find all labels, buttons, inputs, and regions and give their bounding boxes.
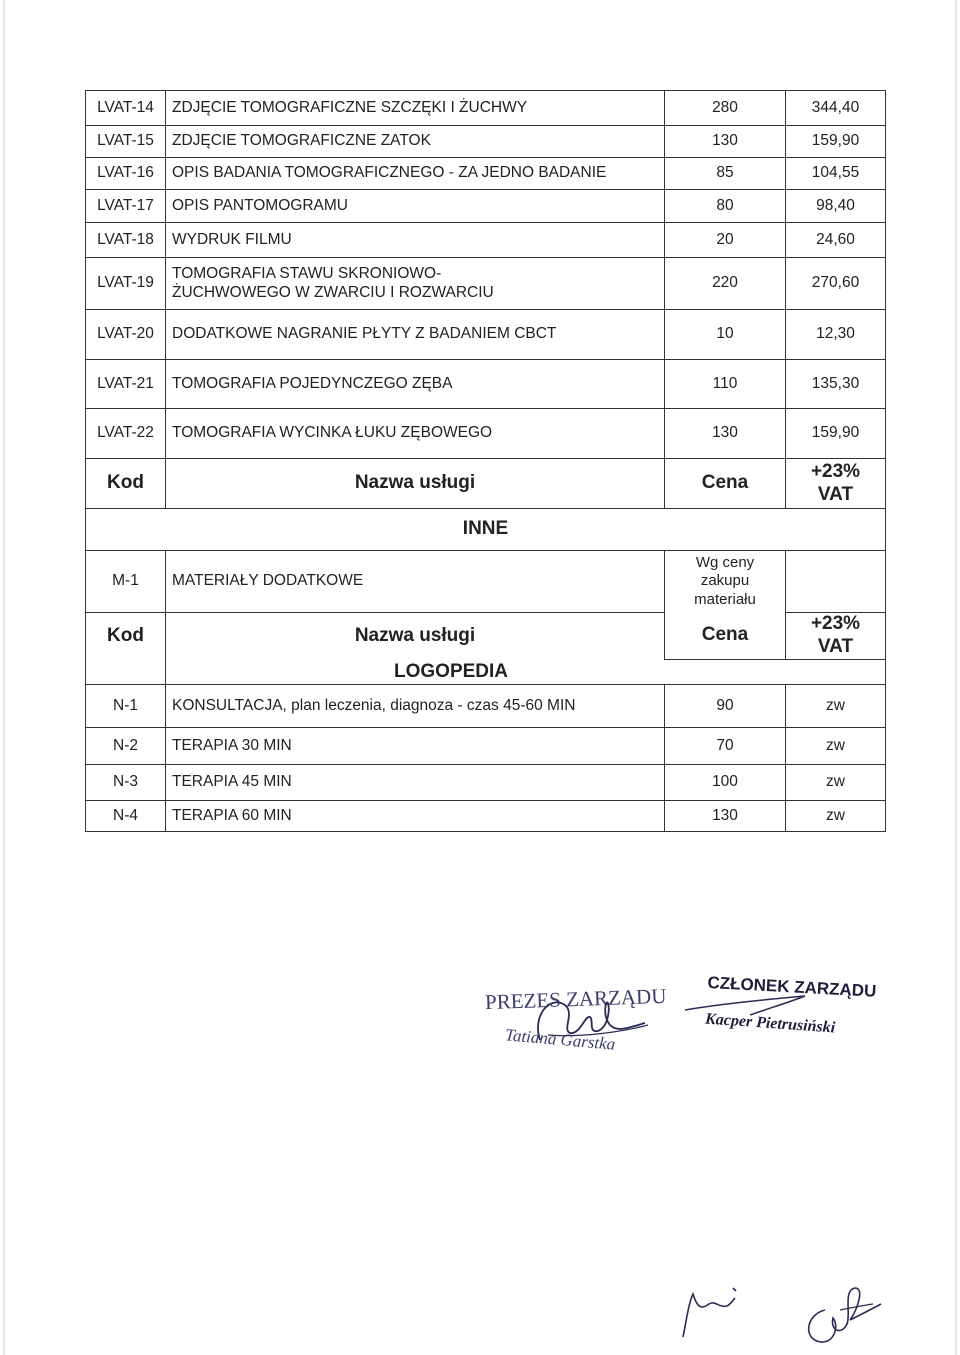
row-vat-price: 98,40 <box>786 190 886 223</box>
board-member-stamp-name: Kacper Pietrusiński <box>704 1010 836 1037</box>
initials-right <box>795 1280 885 1350</box>
row-name: OPIS PANTOMOGRAMU <box>166 190 665 223</box>
table-row <box>86 360 886 409</box>
row-price: 10 <box>665 310 786 360</box>
header-name: Nazwa usługi <box>166 613 665 660</box>
president-stamp-name: Tatiana Garstka <box>504 1025 617 1054</box>
price-note-line-2: zakupu <box>700 572 750 590</box>
table-header-row <box>86 613 886 660</box>
president-stamp <box>470 975 670 1065</box>
row-price: 130 <box>665 409 786 459</box>
row-name: TERAPIA 30 MIN <box>166 728 665 765</box>
row-code: LVAT-20 <box>86 310 166 360</box>
row-name: TOMOGRAFIA POJEDYNCZEGO ZĘBA <box>166 360 665 409</box>
row-code: LVAT-14 <box>86 91 166 126</box>
header-vat-percent: +23% <box>810 613 861 635</box>
row-vat-price: zw <box>786 728 886 765</box>
row-vat-price: zw <box>786 765 886 801</box>
board-member-signature <box>680 970 900 1060</box>
row-vat-price: 104,55 <box>786 158 886 190</box>
header-vat-percent: +23% <box>810 460 861 482</box>
row-code: M-1 <box>86 551 166 613</box>
row-name: ZDJĘCIE TOMOGRAFICZNE SZCZĘKI I ŻUCHWY <box>166 91 665 126</box>
header-name: Nazwa usługi <box>166 459 665 509</box>
table-row <box>86 728 886 765</box>
header-price: Cena <box>665 459 786 509</box>
row-vat-price: 24,60 <box>786 223 886 258</box>
table-header-row <box>86 459 886 509</box>
row-name: DODATKOWE NAGRANIE PŁYTY Z BADANIEM CBCT <box>166 310 665 360</box>
page-edge-left <box>3 0 5 1355</box>
row-name: KONSULTACJA, plan leczenia, diagnoza - czas 45-60 MIN <box>166 685 665 728</box>
table-row <box>86 310 886 360</box>
row-name: ZDJĘCIE TOMOGRAFICZNE ZATOK <box>166 126 665 158</box>
row-price: 70 <box>665 728 786 765</box>
row-name: TOMOGRAFIA STAWU SKRONIOWO-ŻUCHWOWEGO W ZWARCIU I ROZWARCIU <box>166 258 665 310</box>
row-code: LVAT-17 <box>86 190 166 223</box>
table-row <box>86 223 886 258</box>
price-note-line-1: Wg ceny <box>695 553 755 571</box>
row-price: 280 <box>665 91 786 126</box>
row-code: LVAT-22 <box>86 409 166 459</box>
initials-left <box>675 1282 745 1342</box>
row-price: 220 <box>665 258 786 310</box>
page-edge-right <box>955 0 957 1355</box>
row-price: 100 <box>665 765 786 801</box>
table-row <box>86 685 886 728</box>
table-row <box>86 765 886 801</box>
row-vat-price: 344,40 <box>786 91 886 126</box>
table-row <box>86 801 886 832</box>
row-name: MATERIAŁY DODATKOWE <box>166 551 665 613</box>
row-vat-price: zw <box>786 685 886 728</box>
section-title-logopedia: LOGOPEDIA <box>166 660 886 685</box>
price-list-table <box>85 90 886 832</box>
row-name: TERAPIA 45 MIN <box>166 765 665 801</box>
row-code: N-4 <box>86 801 166 832</box>
row-code: LVAT-18 <box>86 223 166 258</box>
row-vat-price: zw <box>786 801 886 832</box>
table-row <box>86 91 886 126</box>
table-row <box>86 258 886 310</box>
header-price: Cena <box>665 613 786 660</box>
row-code: N-2 <box>86 728 166 765</box>
row-code: N-3 <box>86 765 166 801</box>
row-code: N-1 <box>86 685 166 728</box>
table-row <box>86 126 886 158</box>
header-vat <box>786 613 886 660</box>
header-vat-label: VAT <box>817 483 854 505</box>
section-title-row <box>86 660 886 685</box>
row-price: 110 <box>665 360 786 409</box>
row-vat-price: 159,90 <box>786 409 886 459</box>
president-stamp-title: PREZES ZARZĄDU <box>484 983 667 1015</box>
header-vat-label: VAT <box>817 636 854 657</box>
section-title-row <box>86 509 886 551</box>
row-vat-price: 135,30 <box>786 360 886 409</box>
row-price: 130 <box>665 801 786 832</box>
row-vat-price: 270,60 <box>786 258 886 310</box>
row-price: 130 <box>665 126 786 158</box>
row-name: OPIS BADANIA TOMOGRAFICZNEGO - ZA JEDNO BADANIE <box>166 158 665 190</box>
board-member-stamp-title: CZŁONEK ZARZĄDU <box>707 973 877 1001</box>
row-price: 80 <box>665 190 786 223</box>
president-signature <box>470 975 670 1065</box>
section-spacer <box>86 660 166 685</box>
section-title-inne: INNE <box>86 509 886 551</box>
row-price: 85 <box>665 158 786 190</box>
header-code: Kod <box>86 613 166 660</box>
row-code: LVAT-16 <box>86 158 166 190</box>
row-name: WYDRUK FILMU <box>166 223 665 258</box>
header-vat <box>786 459 886 509</box>
table-row <box>86 190 886 223</box>
table-row <box>86 551 886 613</box>
row-code: LVAT-15 <box>86 126 166 158</box>
row-price <box>665 551 786 613</box>
board-member-stamp <box>680 970 900 1060</box>
row-vat-price: 12,30 <box>786 310 886 360</box>
header-code: Kod <box>86 459 166 509</box>
row-price: 90 <box>665 685 786 728</box>
row-vat-price: 159,90 <box>786 126 886 158</box>
row-vat-price <box>786 551 886 613</box>
table-row <box>86 409 886 459</box>
row-name: TOMOGRAFIA WYCINKA ŁUKU ZĘBOWEGO <box>166 409 665 459</box>
row-name: TERAPIA 60 MIN <box>166 801 665 832</box>
row-code: LVAT-21 <box>86 360 166 409</box>
price-note-line-3: materiału <box>694 591 756 609</box>
row-price: 20 <box>665 223 786 258</box>
table-row <box>86 158 886 190</box>
row-code: LVAT-19 <box>86 258 166 310</box>
